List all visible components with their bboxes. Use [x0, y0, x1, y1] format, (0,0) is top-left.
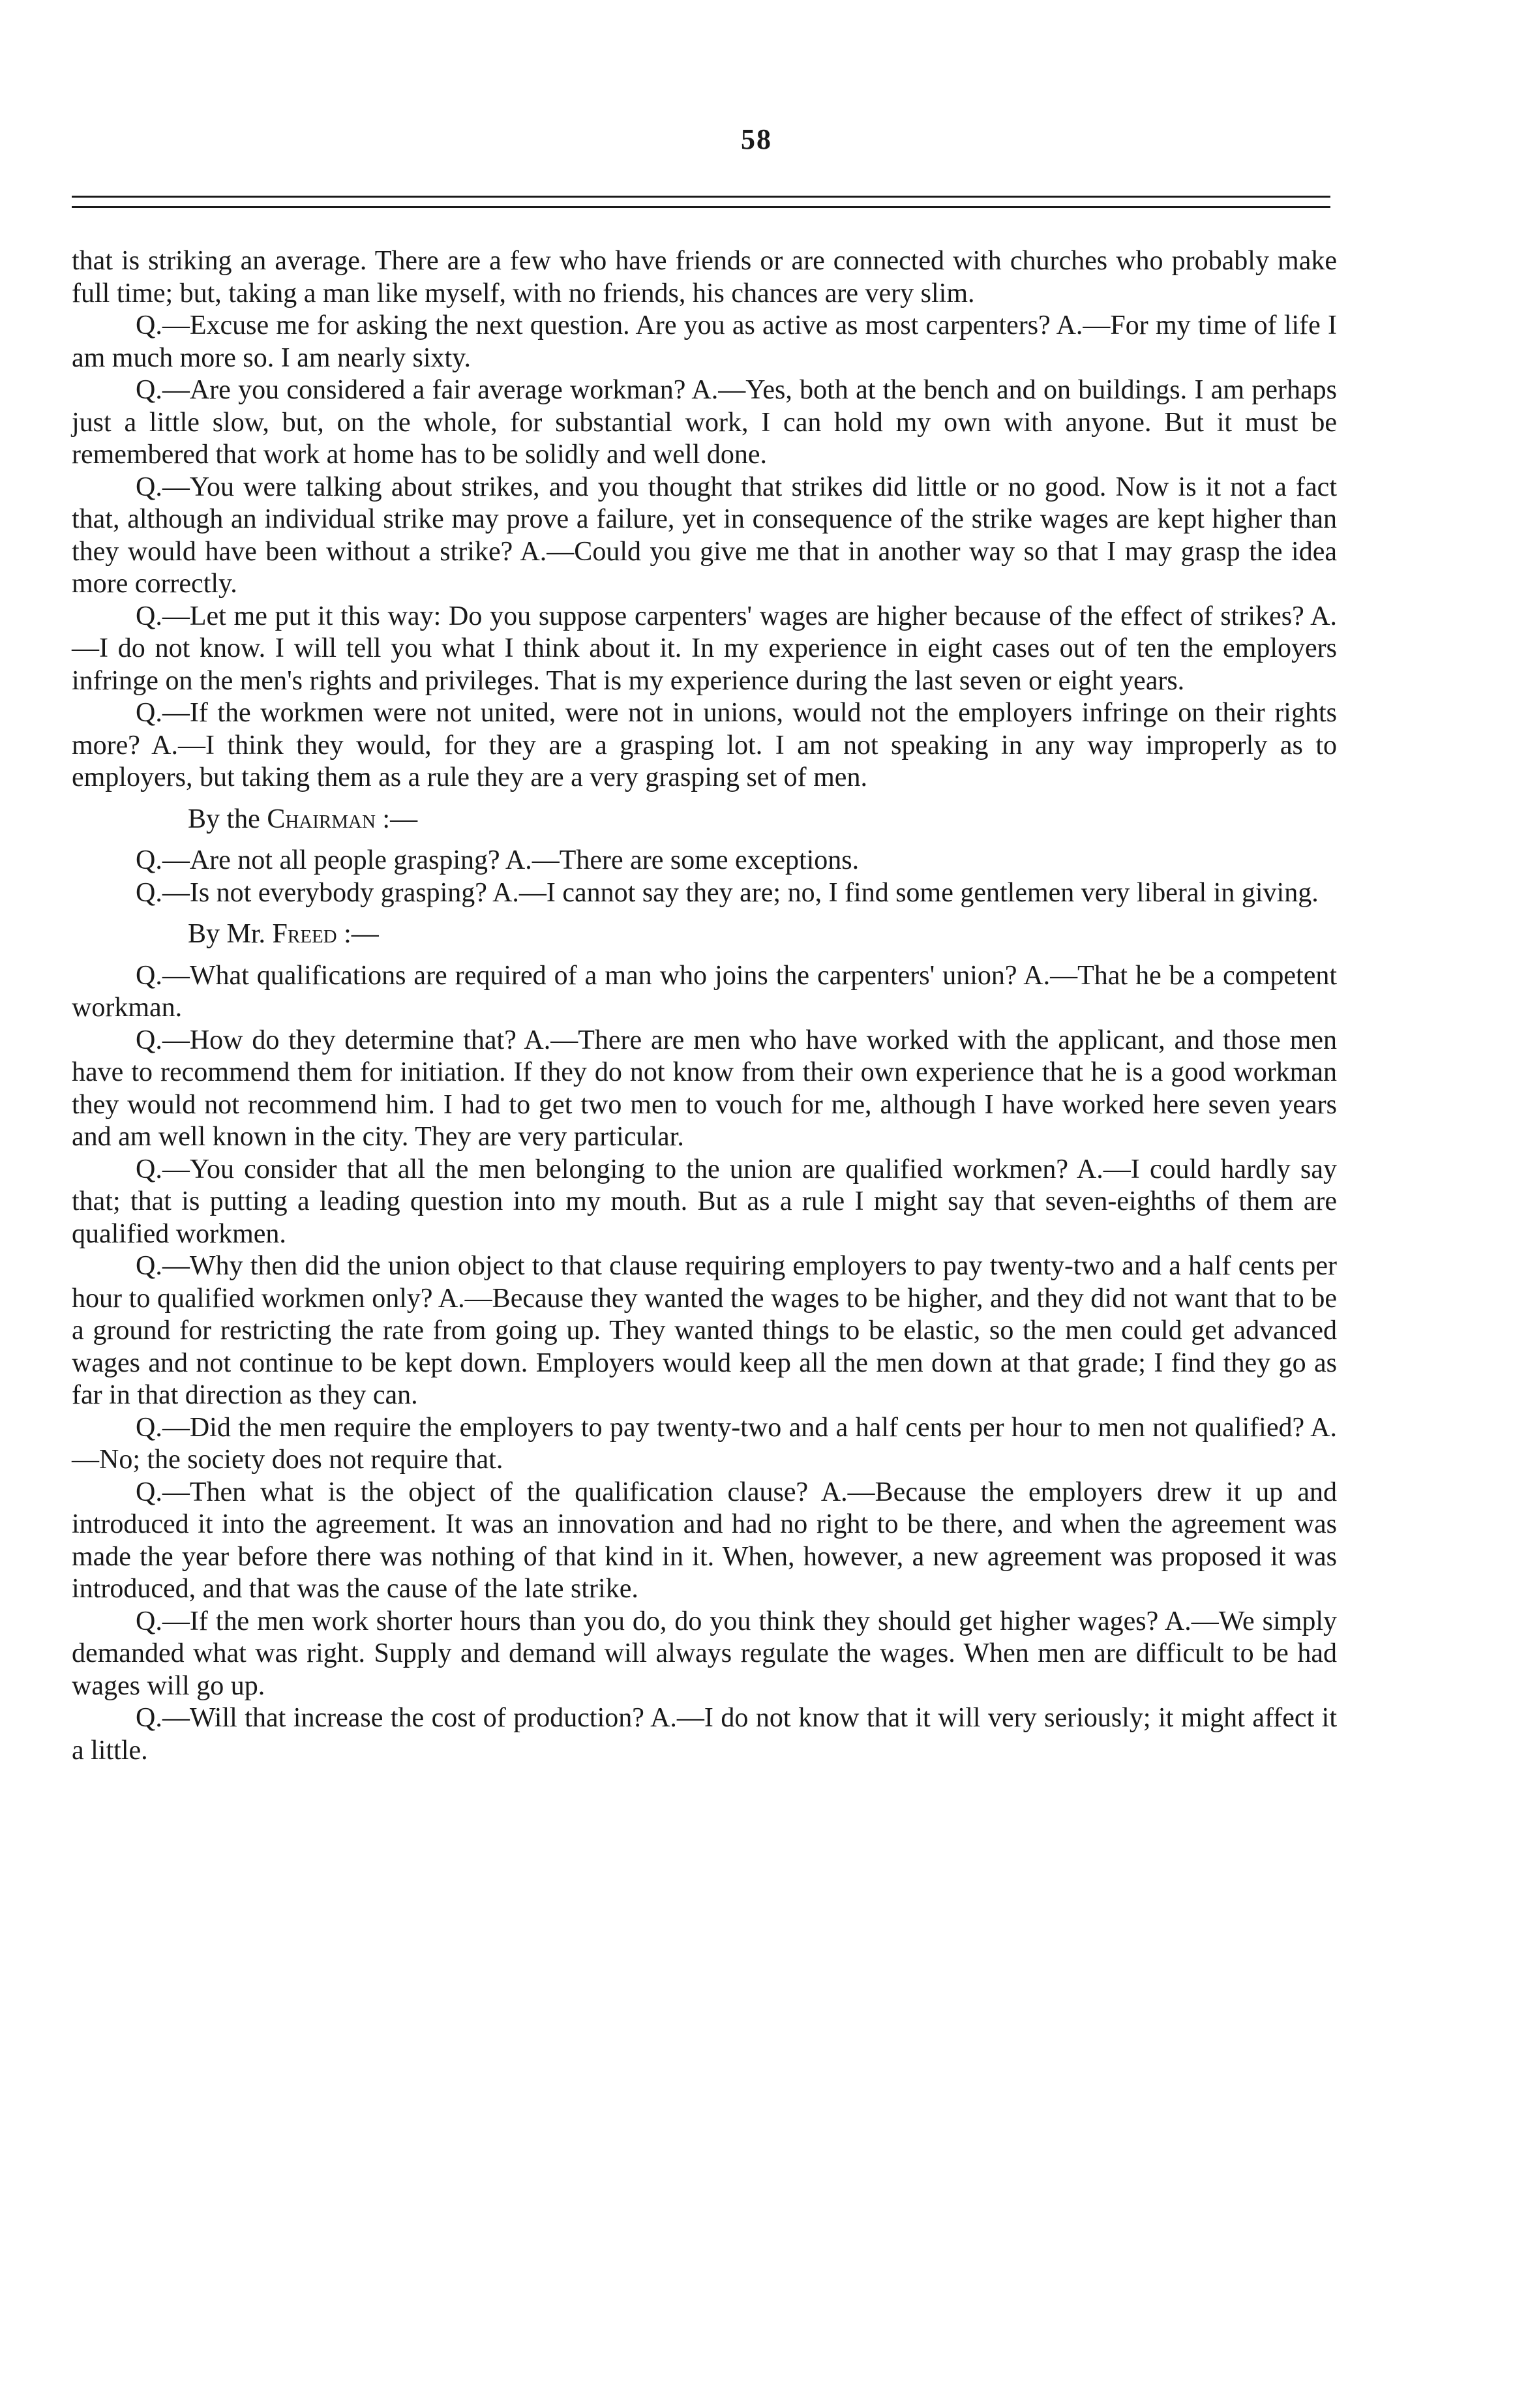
header-rule-top [72, 196, 1330, 198]
qa-paragraph-11: Q.—Why then did the union object to that clause requiring employers to pay twenty-two and a half cents per hour to qualified workmen only? A.—Because they wanted the wages to be higher, and they did not want that to be a ground for restricting the rate from going up. They wanted things to be elastic, so the men could get advanced wages and not continue to be kept down. Employers would keep all the men down at that grade; I find they go as far in that direction as they can. [72, 1251, 1337, 1410]
qa-paragraph-5: Q.—If the workmen were not united, were not in unions, would not the employers infringe on their rights more? A.—I think they would, for they are a grasping lot. I am not speaking in any way improperly as to employers, but taking them as a rule they are a very grasping set of men. [72, 698, 1337, 792]
qa-paragraph-7: Q.—Is not everybody grasping? A.—I cannot say they are; no, I find some gentlemen very liberal in giving. [136, 877, 1319, 908]
speaker-suffix: :— [337, 919, 379, 949]
qa-paragraph-14: Q.—If the men work shorter hours than you do, do you think they should get higher wages? A.—We simply demanded what was right. Supply and demand will always regulate the wages. When men are difficult to be had wages will go up. [72, 1606, 1337, 1701]
speaker-heading-freed [72, 918, 1337, 951]
qa-paragraph-6: Q.—Are not all people grasping? A.—There are some exceptions. [136, 845, 860, 875]
qa-paragraph-9: Q.—How do they determine that? A.—There are men who have worked with the applicant, and those men have to recommend them for initiation. If they do not know from their own experience that he is a good workman they would not recommend him. I had to get two men to vouch for me, although I have worked here seven years and am well known in the city. They are very particular. [72, 1025, 1337, 1152]
qa-paragraph-3: Q.—You were talking about strikes, and you thought that strikes did little or no good. Now is it not a fact that, although an individual strike may prove a failure, yet in consequence of the strike wages are kept higher than they would have been without a strike? A.—Could you give me that in another way so that I may grasp the idea more correctly. [72, 472, 1337, 599]
speaker-heading-chairman [72, 804, 1337, 836]
header-rule-bottom [72, 206, 1330, 208]
paragraph-continuation: that is striking an average. There are a few who have friends or are connected with churches who probably make full time; but, taking a man like myself, with no friends, his chances are very slim. [72, 246, 1337, 309]
qa-paragraph-4: Q.—Let me put it this way: Do you suppose carpenters' wages are higher because of the effect of strikes? A.—I do not know. I will tell you what I think about it. In my experience in eight cases out of ten the employers infringe on the men's rights and privileges. That is my experience during the last seven or eight years. [72, 601, 1337, 696]
qa-paragraph-12: Q.—Did the men require the employers to pay twenty-two and a half cents per hour to men not qualified? A.—No; the society does not require that. [72, 1412, 1337, 1475]
qa-paragraph-15: Q.—Will that increase the cost of production? A.—I do not know that it will very seriously; it might affect it a little. [72, 1703, 1337, 1766]
speaker-suffix: :— [375, 804, 418, 834]
qa-paragraph-10: Q.—You consider that all the men belonging to the union are qualified workmen? A.—I could hardly say that; that is putting a leading question into my mouth. But as a rule I might say that seven-eighths of them are qualified workmen. [72, 1154, 1337, 1249]
speaker-prefix: By the [188, 804, 267, 834]
page-body [72, 245, 1337, 1767]
speaker-name: Chairman [267, 804, 376, 834]
speaker-prefix: By Mr. [188, 919, 273, 949]
speaker-name: Freed [272, 919, 337, 949]
qa-paragraph-8: Q.—What qualifications are required of a man who joins the carpenters' union? A.—That he be a competent workman. [72, 960, 1337, 1023]
qa-paragraph-1: Q.—Excuse me for asking the next question. Are you as active as most carpenters? A.—For my time of life I am much more so. I am nearly sixty. [72, 310, 1337, 373]
qa-paragraph-2: Q.—Are you considered a fair average workman? A.—Yes, both at the bench and on buildings. I am perhaps just a little slow, but, on the whole, for substantial work, I can hold my own with anyone. But it must be remembered that work at home has to be solidly and well done. [72, 375, 1337, 470]
qa-paragraph-13: Q.—Then what is the object of the qualification clause? A.—Because the employers drew it up and introduced it into the agreement. It was an innovation and had no right to be there, and when the agreement was made the year before there was nothing of that kind in it. When, however, a new agreement was proposed it was introduced, and that was the cause of the late strike. [72, 1477, 1337, 1604]
page-number: 58 [741, 123, 772, 155]
